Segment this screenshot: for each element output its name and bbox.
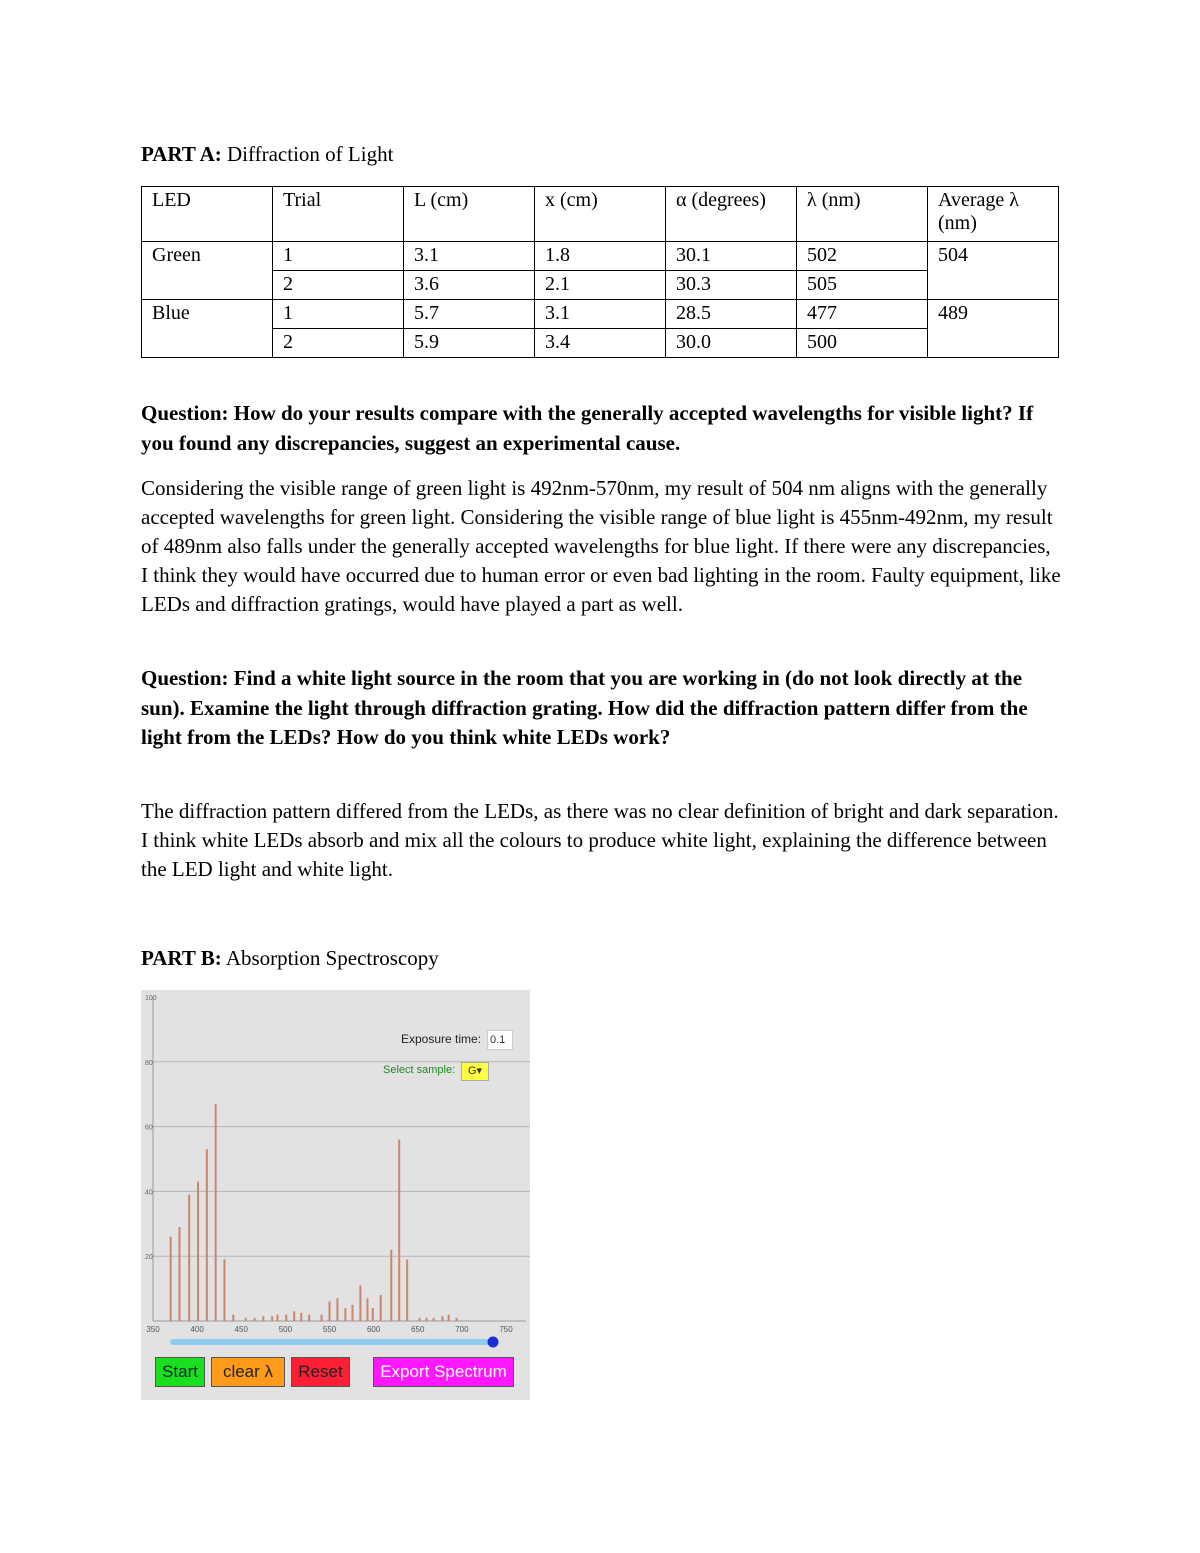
- cell-length: 5.9: [404, 329, 535, 358]
- cell-lambda: 505: [797, 271, 928, 300]
- part-a-title: Diffraction of Light: [227, 142, 394, 166]
- cell-alpha: 30.0: [666, 329, 797, 358]
- x-tick-label: 600: [366, 1325, 381, 1334]
- cell-trial: 1: [273, 300, 404, 329]
- select-sample-label: Select sample:: [383, 1064, 456, 1076]
- table-row: [142, 329, 1059, 358]
- cell-x: 2.1: [535, 271, 666, 300]
- table-row: [142, 300, 1059, 329]
- cell-x: 1.8: [535, 242, 666, 271]
- cell-length: 5.7: [404, 300, 535, 329]
- cell-length: 3.6: [404, 271, 535, 300]
- part-a-heading: [141, 142, 393, 167]
- cell-alpha: 30.1: [666, 242, 797, 271]
- spectroscopy-simulation: [141, 990, 530, 1400]
- part-b-label: PART B:: [141, 946, 222, 970]
- x-tick-label: 500: [278, 1325, 293, 1334]
- cell-x: 3.1: [535, 300, 666, 329]
- part-a-label: PART A:: [141, 142, 222, 166]
- clear-lambda-button[interactable]: clear λ: [211, 1357, 285, 1387]
- cell-trial: 2: [273, 271, 404, 300]
- y-tick-label: 40: [145, 1189, 153, 1197]
- question-2: Question: Find a white light source in the room that you are working in (do not look directly at the sun). Examine the light through diffraction grating. How did the diffraction pattern differ from the light from the LEDs? How do you think white LEDs work?: [141, 666, 1028, 749]
- y-tick-label: 60: [145, 1124, 153, 1132]
- y-tick-label: 100: [145, 995, 157, 1002]
- answer-2: The diffraction pattern differed from the LEDs, as there was no clear definition of bright and dark separation. I think white LEDs absorb and mix all the colours to produce white light, explaining the difference between the LED light and white light.: [141, 799, 1059, 881]
- exposure-time-label: Exposure time:: [401, 1032, 482, 1046]
- cell-alpha: 30.3: [666, 271, 797, 300]
- export-spectrum-button[interactable]: Export Spectrum: [373, 1357, 514, 1387]
- x-tick-label: 700: [455, 1325, 469, 1334]
- col-length: L (cm): [404, 187, 535, 242]
- cell-lambda: 500: [797, 329, 928, 358]
- part-b-title: Absorption Spectroscopy: [225, 946, 439, 970]
- start-button[interactable]: Start: [155, 1357, 205, 1387]
- sample-select[interactable]: G▾: [461, 1062, 489, 1081]
- wavelength-slider-knob[interactable]: [488, 1337, 499, 1348]
- cell-average: 489: [928, 300, 1059, 358]
- cell-trial: 2: [273, 329, 404, 358]
- x-tick-label: 400: [190, 1325, 204, 1334]
- cell-led: Green: [142, 242, 273, 300]
- x-tick-label: 450: [234, 1325, 248, 1334]
- cell-lambda: 477: [797, 300, 928, 329]
- answer-1: Considering the visible range of green light is 492nm-570nm, my result of 504 nm aligns with the generally accepted wavelengths for green light. Considering the visible range of blue light is 455nm-492nm, my result of 489nm also falls under the generally accepted wavelengths for blue light. If there were any discrepancies, I think they would have occurred due to human error or even bad lighting in the room. Faulty equipment, like LEDs and diffraction gratings, would have played a part as well.: [141, 476, 1061, 616]
- x-tick-label: 550: [322, 1325, 337, 1334]
- x-tick-label: 750: [499, 1325, 513, 1334]
- x-tick-label: 650: [411, 1325, 425, 1334]
- question-1: Question: How do your results compare with the generally accepted wavelengths for visible light? If you found any discrepancies, suggest an experimental cause.: [141, 401, 1034, 455]
- col-trial: Trial: [273, 187, 404, 242]
- cell-lambda: 502: [797, 242, 928, 271]
- cell-trial: 1: [273, 242, 404, 271]
- col-led: LED: [142, 187, 273, 242]
- col-lambda: λ (nm): [797, 187, 928, 242]
- part-b-heading: [141, 946, 439, 971]
- table-header-row: [142, 187, 1059, 242]
- table-row: [142, 242, 1059, 271]
- cell-length: 3.1: [404, 242, 535, 271]
- exposure-time-input[interactable]: 0.1: [487, 1030, 513, 1050]
- reset-button[interactable]: Reset: [291, 1357, 350, 1387]
- cell-led: Blue: [142, 300, 273, 358]
- y-tick-label: 80: [145, 1059, 153, 1067]
- cell-alpha: 28.5: [666, 300, 797, 329]
- x-tick-label: 350: [146, 1325, 160, 1334]
- y-tick-label: 20: [145, 1254, 153, 1262]
- cell-average: 504: [928, 242, 1059, 300]
- diffraction-table: [141, 186, 1059, 358]
- col-average: Average λ (nm): [928, 187, 1059, 242]
- col-x: x (cm): [535, 187, 666, 242]
- col-alpha: α (degrees): [666, 187, 797, 242]
- cell-x: 3.4: [535, 329, 666, 358]
- table-row: [142, 271, 1059, 300]
